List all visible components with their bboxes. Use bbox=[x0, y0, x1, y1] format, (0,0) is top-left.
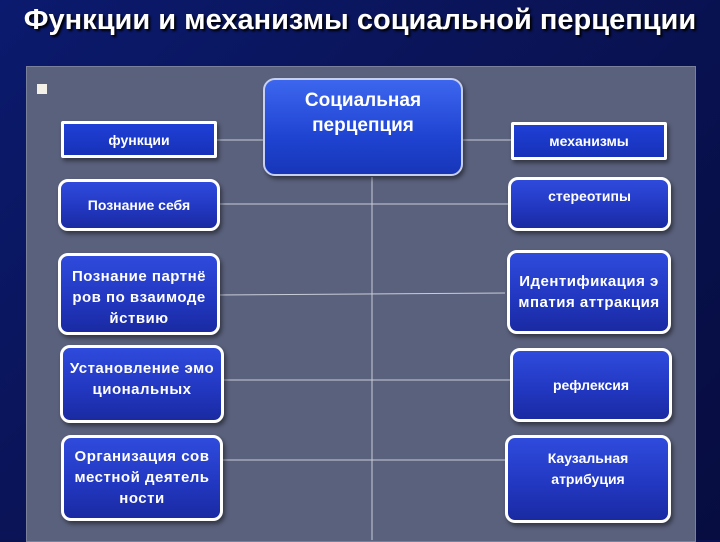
mechanism-box-1 bbox=[508, 177, 671, 231]
function-label-2: Познание партнёров по взаимодействию bbox=[71, 268, 206, 327]
mechanism-label-4: Каузальная атрибуция bbox=[547, 450, 629, 487]
slide-title: Функции и механизмы социальной перцепции bbox=[23, 4, 697, 36]
central-concept-box bbox=[263, 78, 463, 176]
mechanism-box-2 bbox=[507, 250, 671, 334]
function-box-3 bbox=[60, 345, 224, 423]
function-box-4 bbox=[61, 435, 223, 521]
function-box-1 bbox=[58, 179, 220, 231]
function-label-3: Установление эмоциональных bbox=[69, 360, 215, 398]
mechanism-label-2: Идентификация эмпатия аттракция bbox=[518, 273, 660, 311]
mechanism-label-1: стереотипы bbox=[548, 188, 631, 204]
function-box-2 bbox=[58, 253, 220, 335]
function-label-4: Организация совместной деятельности bbox=[74, 448, 210, 507]
central-concept-label: Социальная перцепция bbox=[304, 90, 422, 136]
connector-row-2 bbox=[218, 293, 505, 295]
mechanism-label-3: рефлексия bbox=[552, 377, 630, 393]
mechanism-box-4 bbox=[505, 435, 671, 523]
function-label-1: Познание себя bbox=[87, 197, 191, 213]
functions-header-label: функции bbox=[108, 131, 170, 148]
mechanisms-header-box bbox=[511, 122, 667, 160]
mechanism-box-3 bbox=[510, 348, 672, 422]
functions-header-box bbox=[61, 121, 217, 158]
mechanisms-header-label: механизмы bbox=[549, 133, 629, 149]
